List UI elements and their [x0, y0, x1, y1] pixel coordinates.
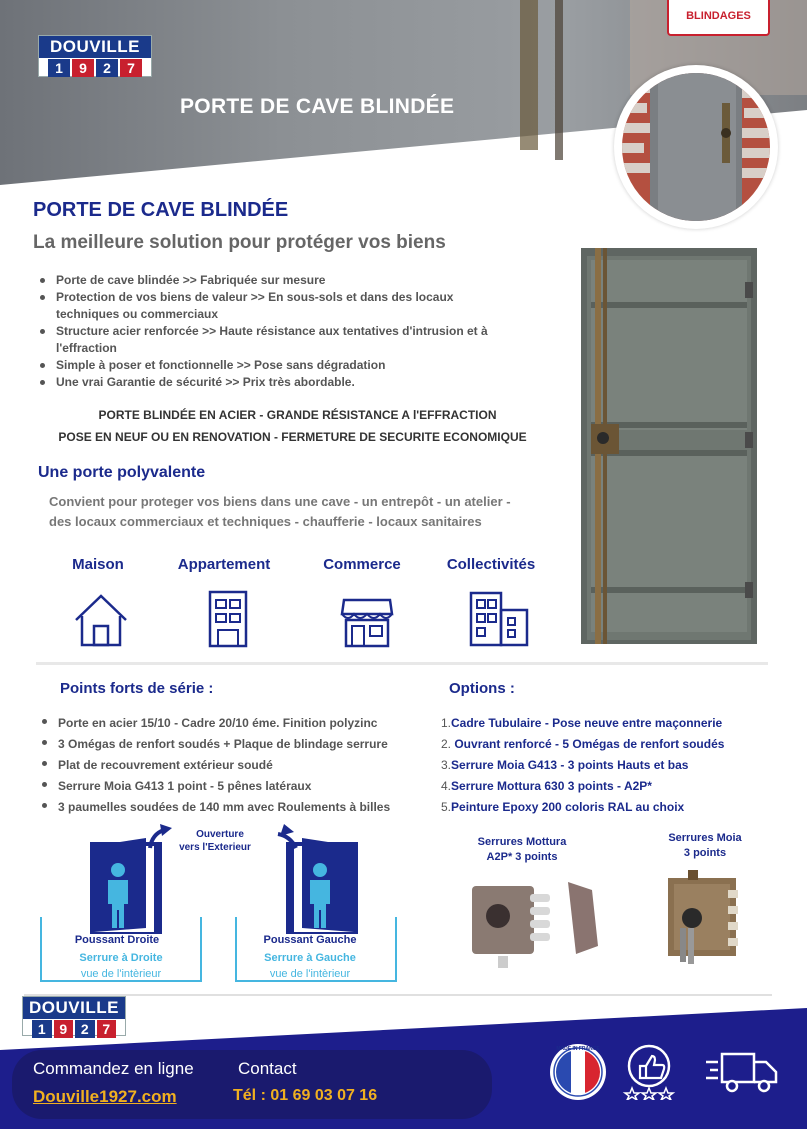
- opening-label-1: Ouverture: [196, 829, 244, 840]
- list-item: 2. Ouvrant renforcé - 5 Omégas de renfort soudés: [441, 737, 725, 751]
- door-right-view: vue de l'intèrieur: [80, 968, 162, 980]
- list-item: 3 paumelles soudées de 140 mm avec Roulements à billes: [38, 797, 438, 818]
- lock-mottura-label-2: A2P* 3 points: [486, 851, 558, 863]
- divider: [36, 662, 768, 665]
- door-left-view: vue de l'intèrieur: [269, 968, 351, 980]
- list-item: 5.Peinture Epoxy 200 coloris RAL au choix: [441, 800, 685, 814]
- header-title: PORTE DE CAVE BLINDÉE: [180, 95, 455, 118]
- polyvalent-text-2: des locaux commerciaux et techniques - chaufferie - locaux sanitaires: [49, 514, 482, 529]
- category-label-collectivites: Collectivités: [446, 556, 536, 573]
- options-heading: Options :: [449, 680, 515, 697]
- footer-website-link[interactable]: Douville1927.com: [33, 1087, 177, 1106]
- door-left-lock: Serrure à Gauche: [264, 952, 356, 964]
- footer-order-label: Commandez en ligne: [33, 1059, 194, 1078]
- list-item: 4.Serrure Mottura 630 3 points - A2P*: [441, 779, 652, 793]
- door-right-lock: Serrure à Droite: [79, 952, 163, 964]
- door-round-image: [622, 73, 770, 221]
- list-item: Plat de recouvrement extérieur soudé: [38, 755, 438, 776]
- apartment-icon: [204, 590, 252, 648]
- options-list: [441, 713, 771, 818]
- opening-label-2: vers l'Exterieur: [179, 842, 251, 853]
- buildings-icon: [468, 590, 530, 648]
- moia-lock-image: [664, 870, 744, 970]
- list-item: 1.Cadre Tubulaire - Pose neuve entre maçonnerie: [441, 716, 723, 730]
- tagline-1: PORTE BLINDÉE EN ACIER - GRANDE RÉSISTANCE A l'EFFRACTION: [98, 408, 497, 422]
- door-product-image: [575, 242, 765, 647]
- header-banner: [0, 0, 807, 200]
- list-item: Porte en acier 15/10 - Cadre 20/10 éme. Finition polyzinc: [38, 713, 438, 734]
- door-right-title: Poussant Droite: [74, 934, 160, 946]
- door-left-title: Poussant Gauche: [263, 934, 357, 946]
- category-badge[interactable]: BLINDAGES: [667, 0, 770, 36]
- door-round-photo: [614, 65, 778, 229]
- list-item: Protection de vos biens de valeur >> En sous-sols et dans des locaux techniques ou commerciaux: [36, 289, 516, 323]
- shop-icon: [340, 596, 394, 648]
- lock-moia-label-1: Serrures Moia: [668, 832, 742, 844]
- mottura-lock-image: [468, 876, 608, 968]
- list-item: Structure acier renforcée >> Haute résistance aux tentatives d'intrusion et à l'effraction: [36, 323, 516, 357]
- divider: [24, 994, 772, 996]
- footer-phone[interactable]: Tél : 01 69 03 07 16: [233, 1087, 378, 1104]
- douville-logo-footer: DOUVILLE 1 9 2 7: [22, 996, 126, 1036]
- list-item: Une vrai Garantie de sécurité >> Prix très abordable.: [36, 374, 516, 391]
- polyvalent-text-1: Convient pour proteger vos biens dans une cave - un entrepôt - un atelier -: [49, 494, 511, 509]
- list-item: 3.Serrure Moia G413 - 3 points Hauts et bas: [441, 758, 689, 772]
- tagline-2: POSE EN NEUF OU EN RENOVATION - FERMETURE DE SECURITE ECONOMIQUE: [58, 430, 527, 444]
- house-icon: [72, 592, 130, 648]
- thumbs-up-stars-icon: [622, 1044, 676, 1100]
- polyvalent-heading: Une porte polyvalente: [38, 464, 206, 481]
- list-item: 3 Omégas de renfort soudés + Plaque de blindage serrure: [38, 734, 438, 755]
- douville-logo-header: DOUVILLE 1 9 2 7: [38, 35, 152, 77]
- lock-moia-label-2: 3 points: [683, 847, 727, 859]
- list-item: Simple à poser et fonctionnelle >> Pose sans dégradation: [36, 357, 516, 374]
- intro-bullet-list: [36, 272, 516, 391]
- made-in-france-badge-text: MADE IN FRANCE: [556, 1046, 600, 1052]
- list-item: Porte de cave blindée >> Fabriquée sur mesure: [36, 272, 516, 289]
- lock-mottura-label-1: Serrures Mottura: [477, 836, 567, 848]
- delivery-truck-icon: [704, 1050, 780, 1094]
- features-heading: Points forts de série :: [60, 680, 214, 697]
- list-item: Serrure Moia G413 1 point - 5 pênes latéraux: [38, 776, 438, 797]
- footer-contact-label: Contact: [238, 1059, 297, 1078]
- intro-heading: PORTE DE CAVE BLINDÉE: [33, 199, 289, 221]
- features-list: [38, 713, 438, 818]
- category-label-appartement: Appartement: [177, 556, 271, 573]
- category-label-commerce: Commerce: [323, 556, 401, 573]
- intro-subheading: La meilleure solution pour protéger vos biens: [33, 232, 446, 253]
- category-label-maison: Maison: [72, 556, 124, 573]
